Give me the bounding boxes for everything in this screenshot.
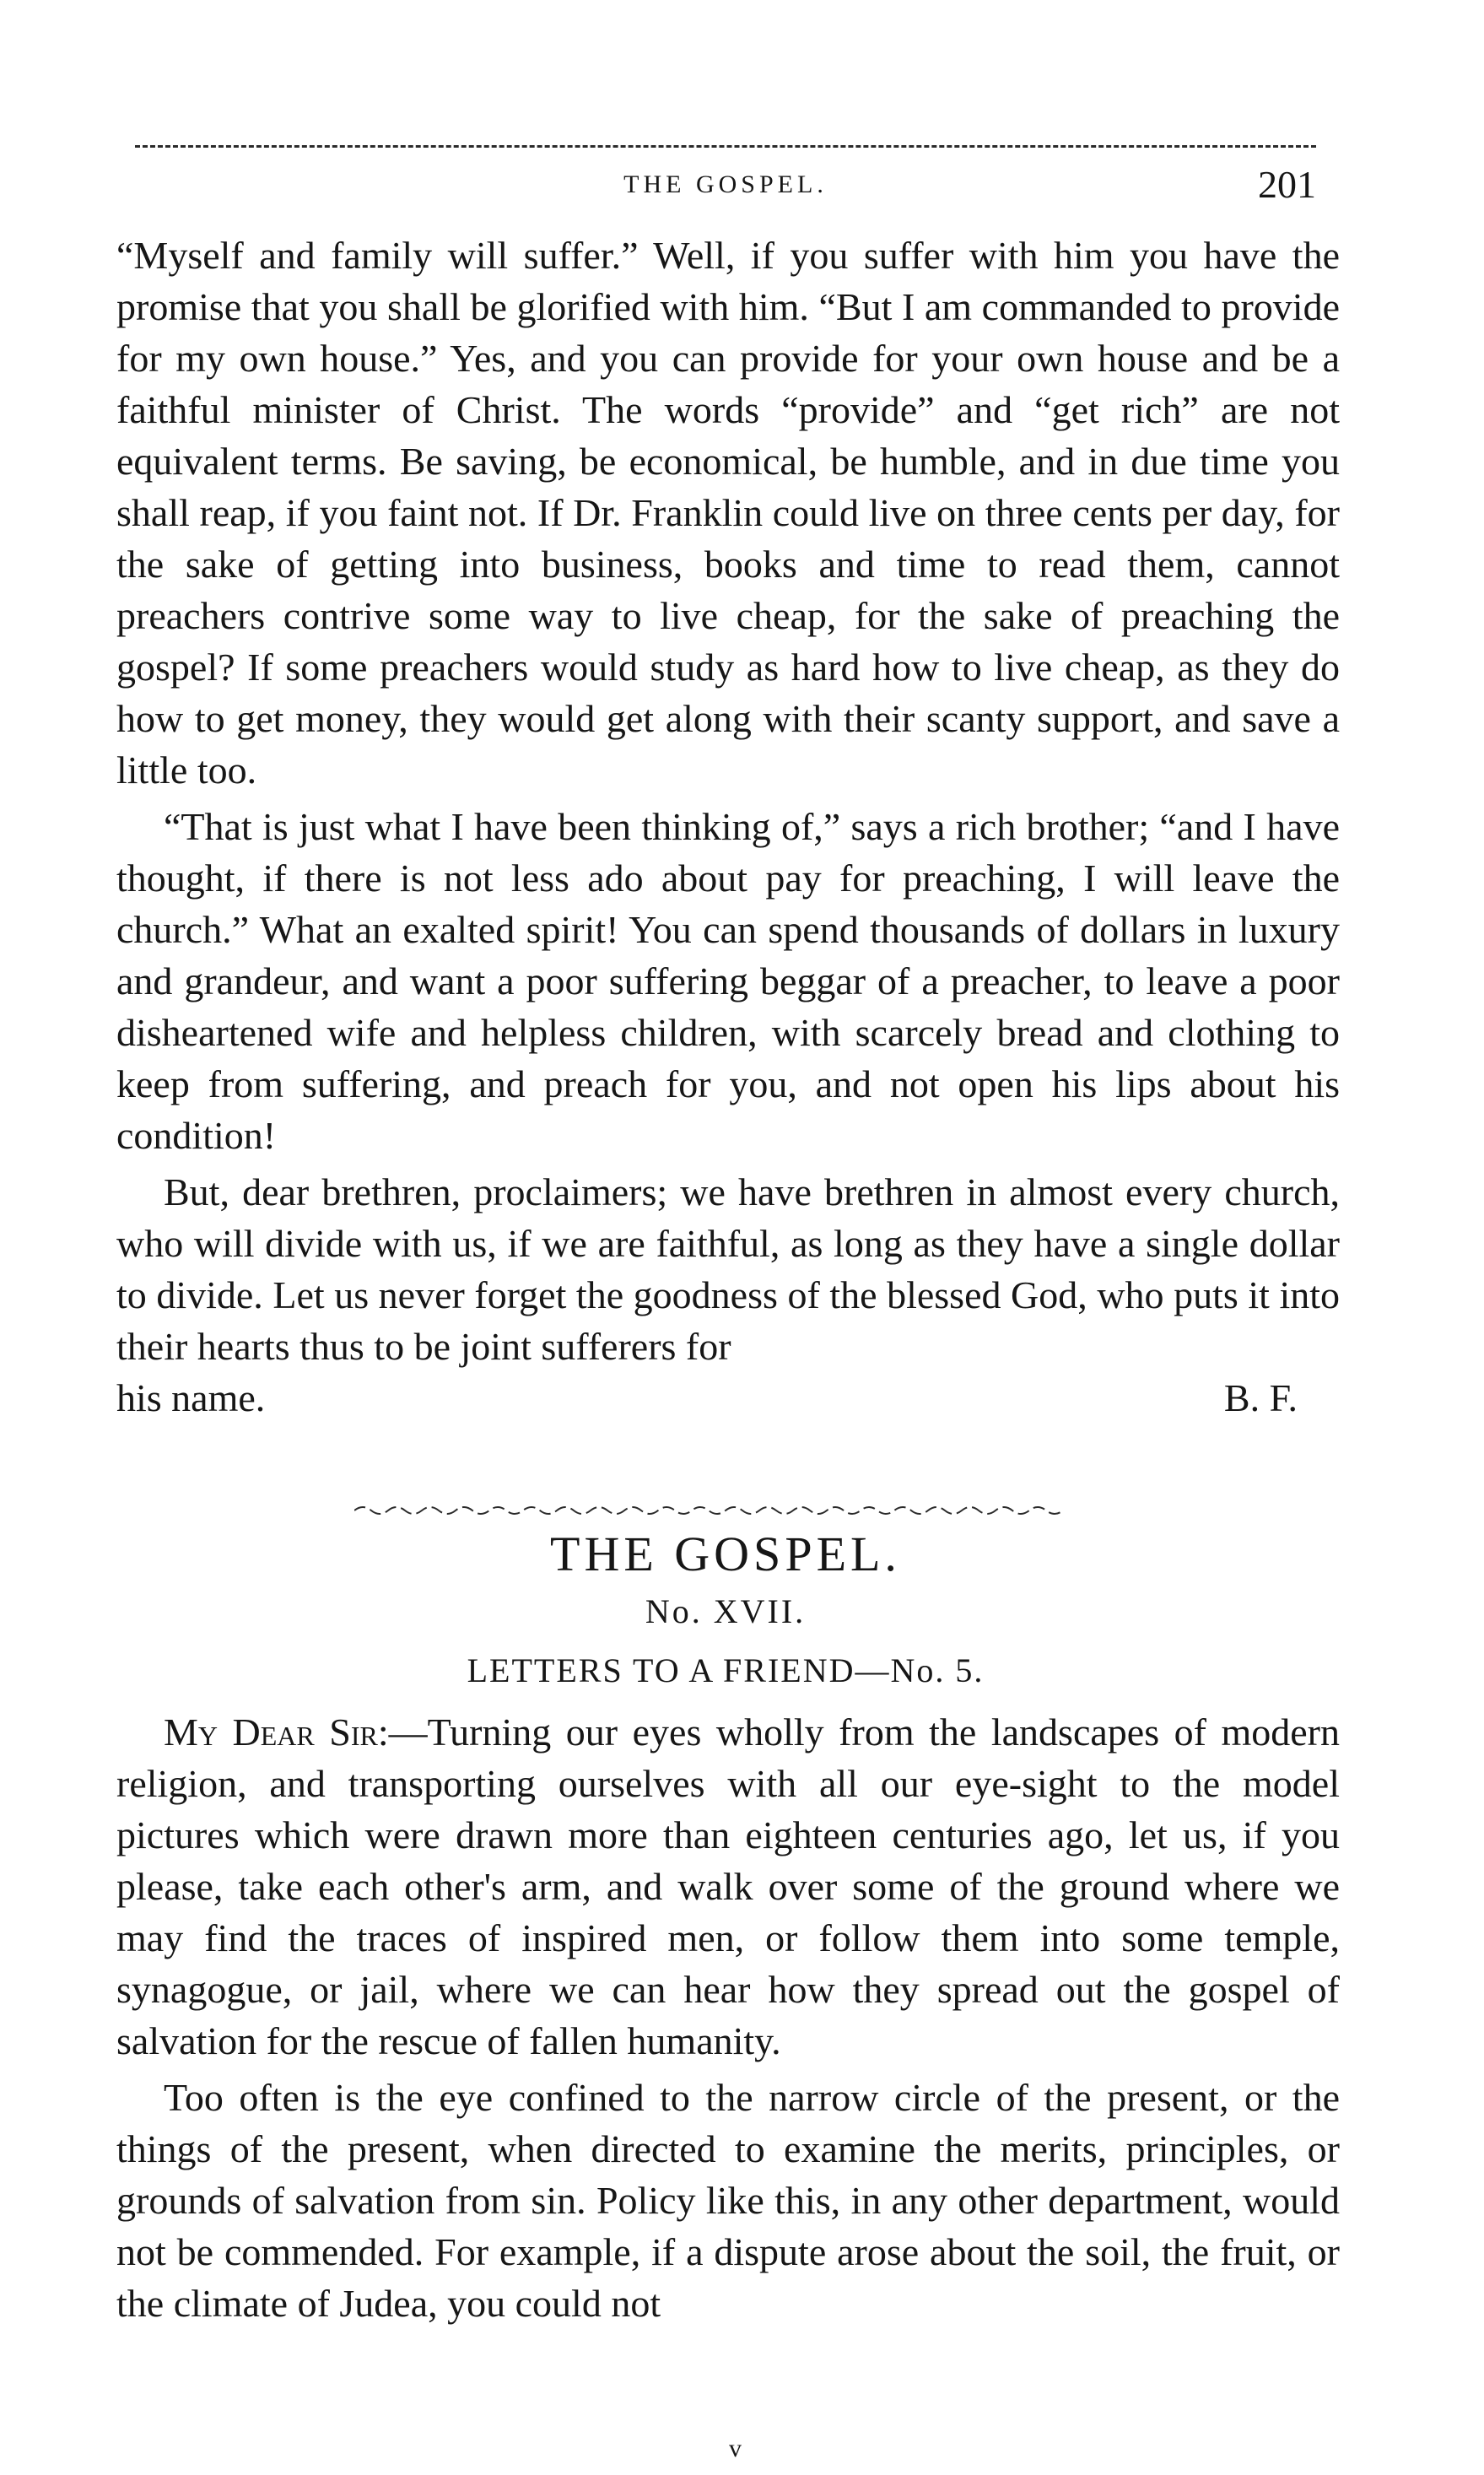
letter-paragraph-2: Too often is the eye confined to the narrow circle of the present, or the things of the present, when directed to examine the merits, principles, or grounds of salvation from sin. Policy like this, in any other department, would not be commended. For example, if a dispute arose about the soil, the fruit, or the climate of Judea, you could not bbox=[116, 2076, 1340, 2325]
continued-article bbox=[116, 230, 1340, 1424]
author-initials: B. F. bbox=[1223, 1376, 1298, 1419]
signature-mark: v bbox=[729, 2434, 742, 2462]
article-number: No. XVII. bbox=[645, 1592, 807, 1630]
paragraph-2: “That is just what I have been thinking of,” says a rich brother; “and I have thought, if there is not less ado about pay for preaching, I will leave the church.” What an exalted spirit! You can spend thousands of dollars in luxury and grandeur, and want a poor suffering beggar of a preacher, to leave a poor disheartened wife and helpless children, with scarcely bread and clothing to keep from suffering, and preach for you, and not open his lips about his condition! bbox=[116, 805, 1340, 1157]
paragraph-3: But, dear brethren, proclaimers; we have brethren in almost every church, who will divide with us, if we are faithful, as long as they have a single dollar to divide. Let us never forget the goodness of the blessed God, who puts it into their hearts thus to be joint sufferers for bbox=[116, 1170, 1340, 1368]
signoff-line bbox=[116, 1372, 1340, 1424]
letter-body bbox=[116, 1706, 1340, 2329]
page-number: 201 bbox=[1258, 163, 1316, 206]
letter-paragraph-1-text: —Turning our eyes wholly from the landscapes of modern religion, and transporting ourselves with all our eye-sight to the model pictures which were drawn more than eighteen centuries ago, let us, if you please, take each other's arm, and walk over some of the ground where we may find the traces of inspired men, or follow them into some temple, synagogue, or jail, where we can hear how they spread out the gospel of salvation for the rescue of fallen humanity. bbox=[116, 1710, 1340, 2062]
letter-paragraph-1 bbox=[116, 1706, 1340, 2067]
article-title: THE GOSPEL. bbox=[550, 1527, 901, 1581]
signoff-text: his name. bbox=[116, 1376, 266, 1419]
salutation: My Dear Sir: bbox=[164, 1710, 389, 1754]
running-title: THE GOSPEL. bbox=[623, 170, 828, 198]
running-head bbox=[135, 162, 1316, 213]
article-subtitle: LETTERS TO A FRIEND—No. 5. bbox=[467, 1651, 985, 1689]
paragraph-1: “Myself and family will suffer.” Well, if you suffer with him you have the promise that you shall be glorified with him. “But I am commanded to provide for my own house.” Yes, and you can provide for your own house and be a faithful minister of Christ. The words “provide” and “get rich” are not equivalent terms. Be saving, be economical, be humble, and in due time you shall reap, if you faint not. If Dr. Franklin could live on three cents per day, for the sake of getting into business, books and time to read them, cannot preachers contrive some way to live cheap, for the sake of preaching the gospel? If some preachers would study as hard how to live cheap, as they do how to get money, they would get along with their scanty support, and save a little too. bbox=[116, 234, 1340, 792]
section-divider-ornament bbox=[354, 1504, 1063, 1517]
header-rule bbox=[135, 145, 1316, 148]
